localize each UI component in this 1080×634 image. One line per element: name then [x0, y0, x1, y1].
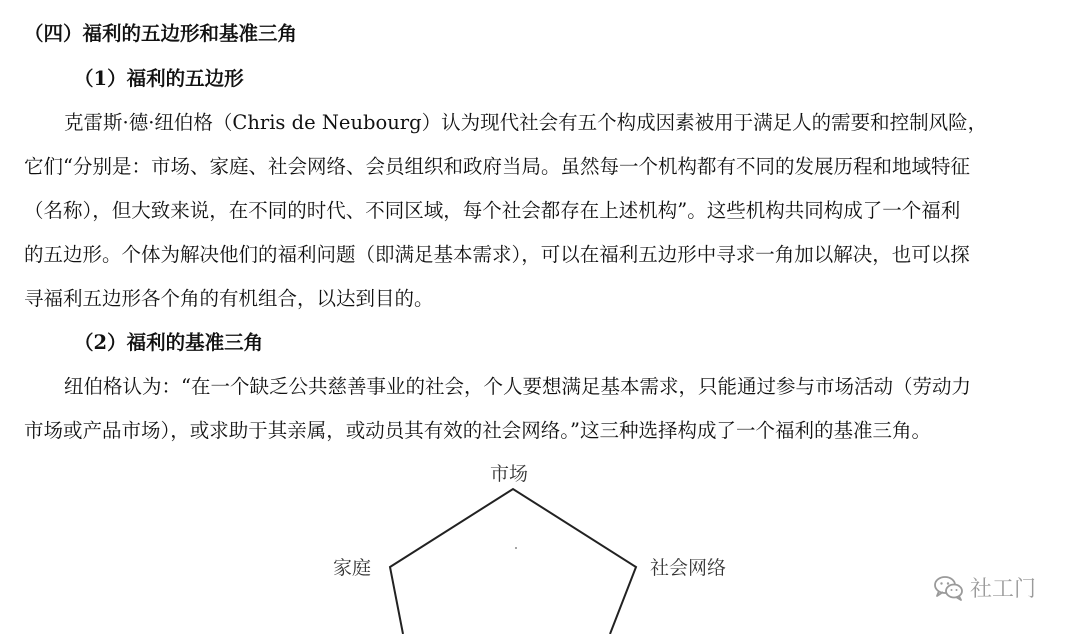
paragraph-line: （名称），但大致来说，在不同的时代、不同区域，每个社会都存在上述机构”。这些机构共同构成了一个福利 [24, 199, 961, 222]
figure-label-social-network: 社会网络 [650, 557, 727, 579]
wechat-icon [934, 575, 964, 601]
subsection-heading-pentagon: （1）福利的五边形 [74, 67, 244, 90]
paragraph-line: 寻福利五边形各个角的有机组合，以达到目的。 [24, 287, 434, 310]
figure-label-market: 市场 [490, 463, 529, 485]
watermark [934, 572, 1036, 603]
paragraph-line: 市场或产品市场），或求助于其亲属，或动员其有效的社会网络。”这三种选择构成了一个福利的基准三角。 [24, 419, 931, 442]
pentagon-outline [390, 489, 636, 634]
section-heading: （四）福利的五边形和基准三角 [24, 22, 298, 45]
subsection-heading-triangle: （2）福利的基准三角 [74, 331, 264, 354]
watermark-text: 社工门 [970, 577, 1037, 602]
paragraph-line: 纽伯格认为：“在一个缺乏公共慈善事业的社会，个人要想满足基本需求，只能通过参与市场活动（劳动力 [64, 375, 971, 398]
center-mark [515, 547, 517, 549]
figure-label-family: 家庭 [333, 557, 372, 579]
paragraph-line: 的五边形。个体为解决他们的福利问题（即满足基本需求），可以在福利五边形中寻求一角加以解决，也可以探 [24, 243, 970, 266]
paragraph-line: 克雷斯·德·纽伯格（Chris de Neubourg）认为现代社会有五个构成因素被用于满足人的需要和控制风险， [64, 111, 988, 134]
paragraph-line: 它们“分别是：市场、家庭、社会网络、会员组织和政府当局。虽然每一个机构都有不同的发展历程和地域特征 [24, 155, 970, 178]
